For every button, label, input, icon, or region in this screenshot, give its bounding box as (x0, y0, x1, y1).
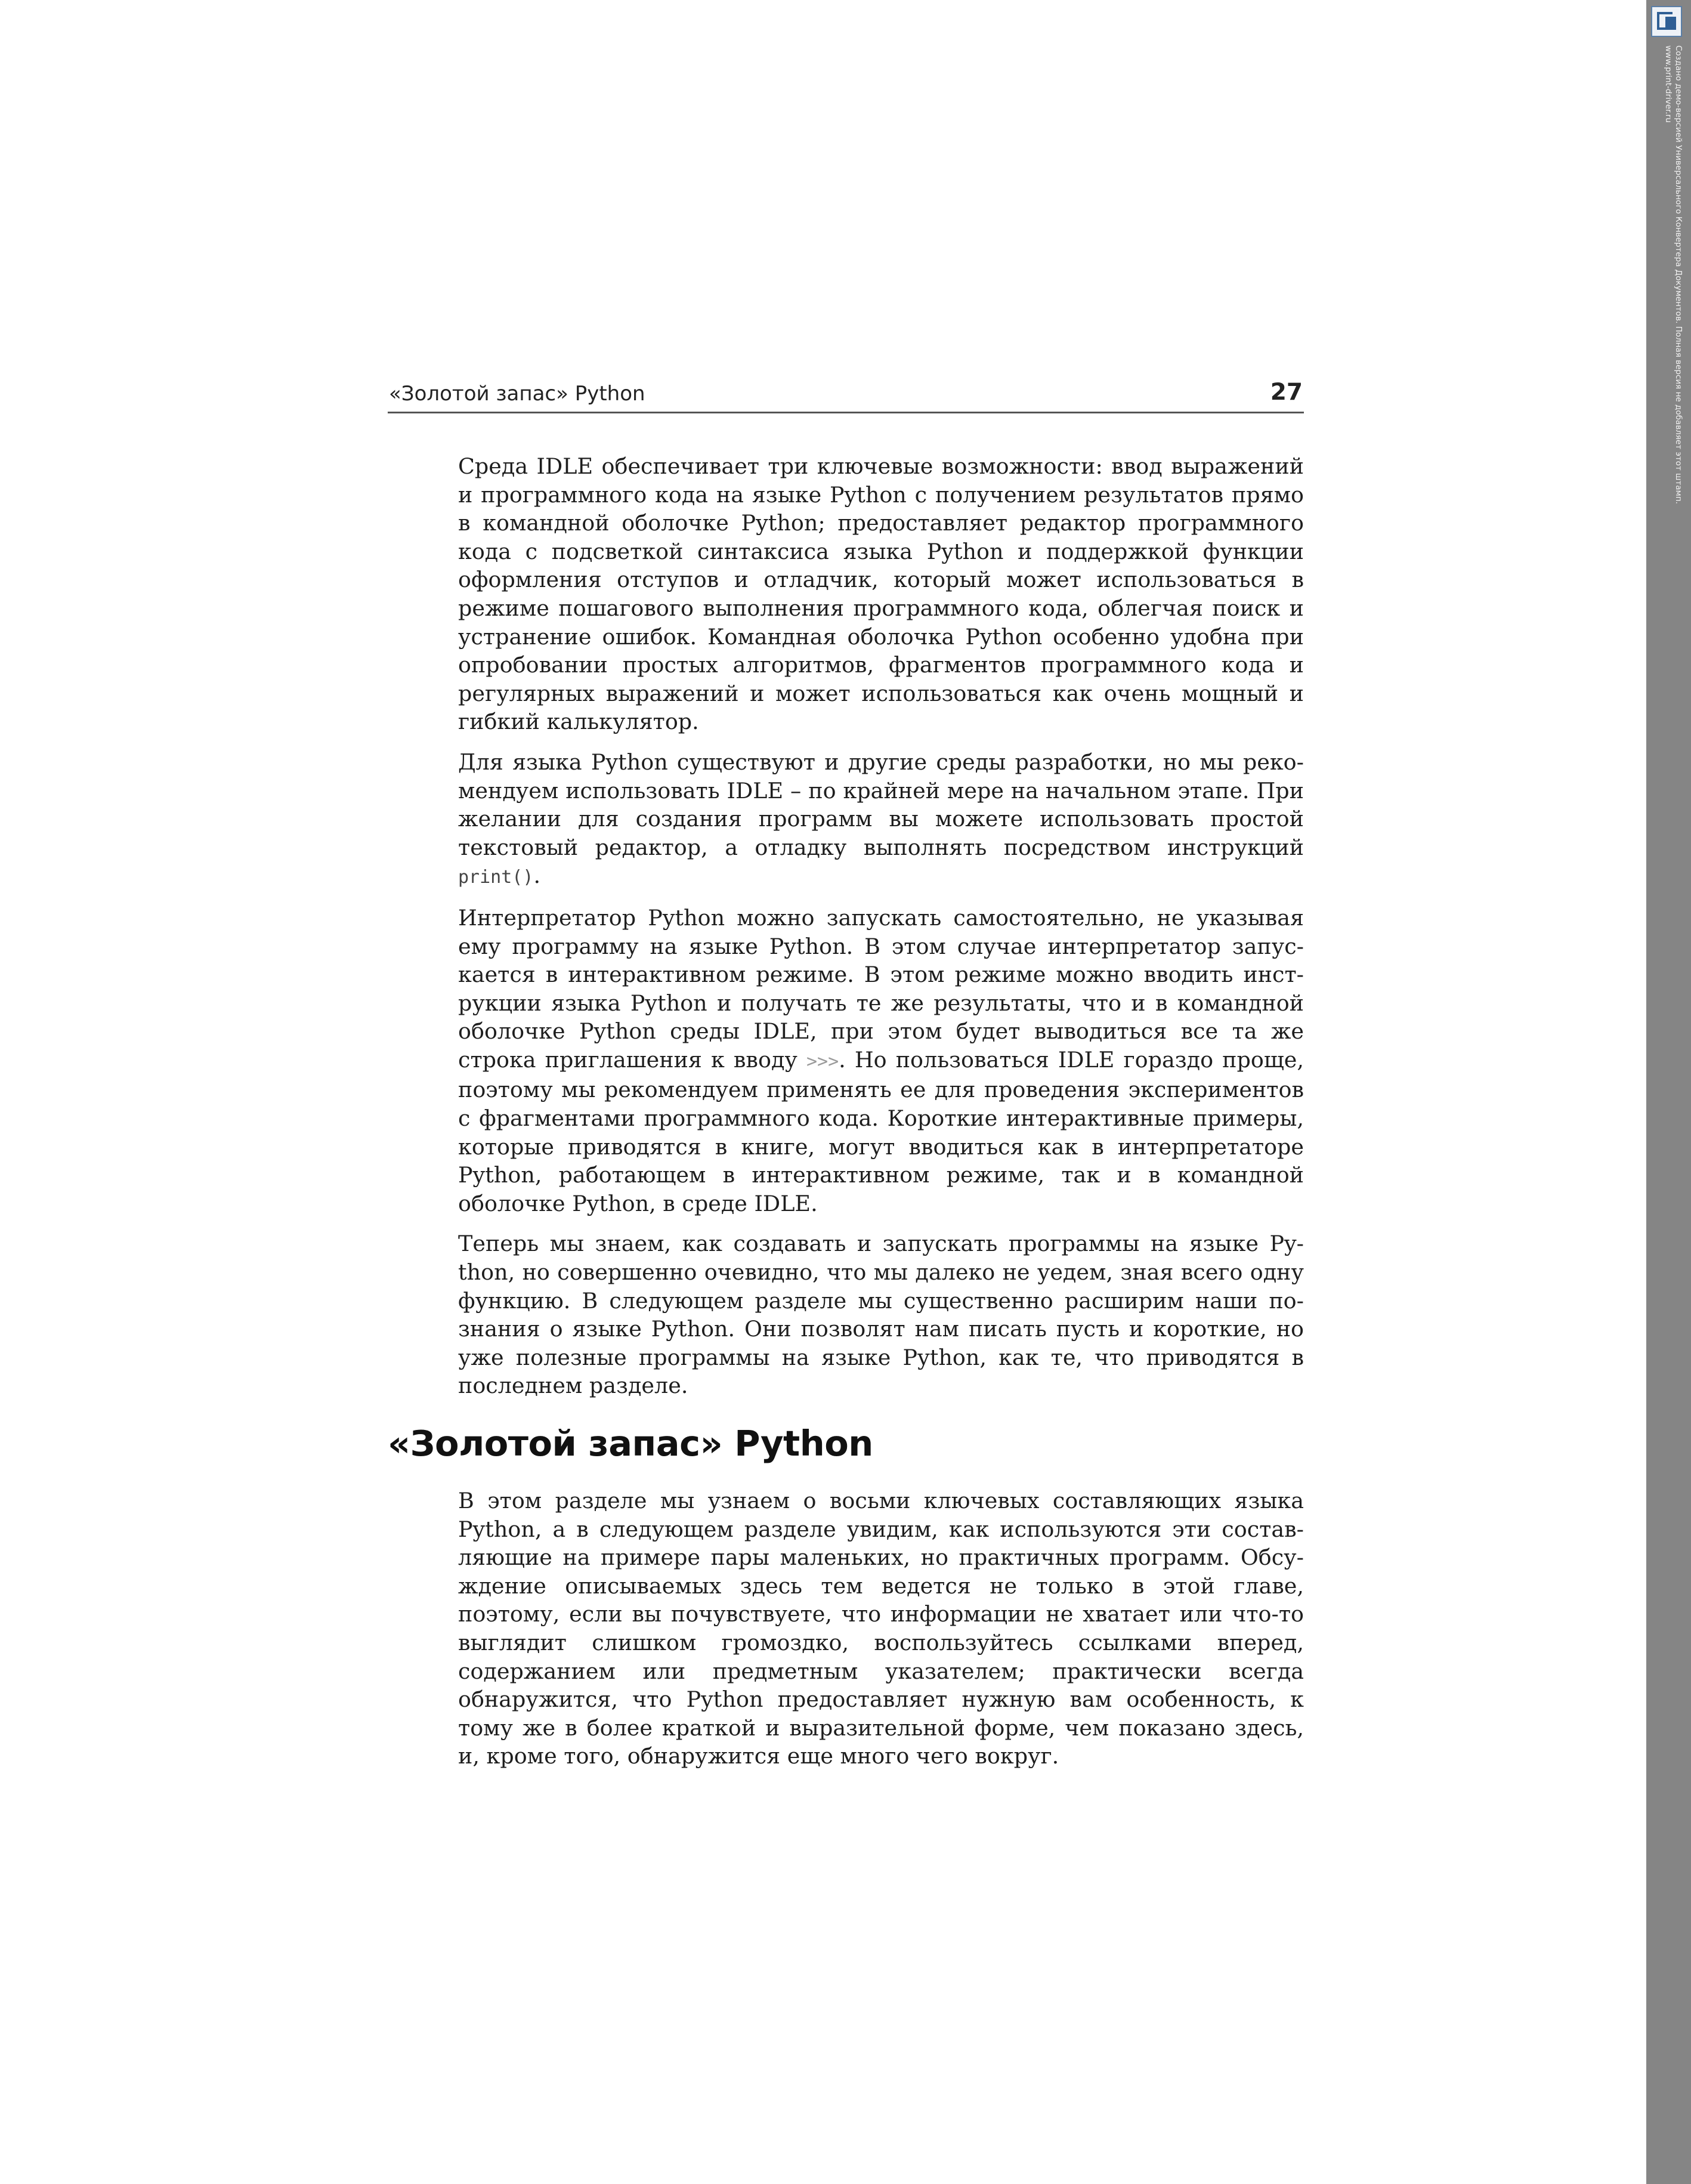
paragraph-text: . (533, 863, 541, 889)
intro-text-block (458, 452, 1304, 1412)
paragraph-section-intro: В этом разделе мы узнаем о восьми ключевых составляющих языка Python, а в следующем разделе увидим, как используются эти составляющие на примере пары маленьких, но практичных программ. Обсуждение описываемых здесь тем ведется не только в этой главе, поэтому, если вы почувствуете, что информации не хватает или что-то выглядит слишком громоздко, воспользуйтесь ссылками вперед, содержанием или предметным указателем; практически всегда обнаружится, что Python предоставляет нужную вам особенность, к тому же в более краткой и выразительной форме, чем показано здесь, и, кроме того, обнаружится еще много чего вокруг. (458, 1488, 1304, 1769)
page-number: 27 (1270, 379, 1303, 406)
paragraph-idle-features: Среда IDLE обеспечивает три ключевые возможности: ввод выражений и программного кода на языке Python с получением результатов прямо в командной оболочке Python; предоставляет редактор программного кода с подсветкой синтаксиса языка Python и поддержкой функции оформления отступов и отладчик, который может использоваться в режиме пошагового выполнения программного кода, облегчая поиск и устранение ошибок. Командная оболочка Python особенно удобна при опробовании простых алгоритмов, фрагментов программного кода и регулярных выражений и может использоваться как очень мощный и гибкий калькулятор. (458, 453, 1304, 735)
section-text-block (458, 1487, 1304, 1783)
paragraph-text: Для языка Python существуют и другие среды разработки, но мы рекомендуем использовать IDLE – по крайней мере на начальном этапе. При желании для создания программ вы можете использовать простой текстовый редактор, а отладку выполнять посредством инструкций (458, 749, 1304, 860)
prompt-symbol: >>> (806, 1051, 839, 1072)
running-header (388, 375, 1304, 413)
watermark-line: Создано демо-версией Универсального Конвертера Документов. Полная версия не добавляет этот штамп. (1674, 45, 1683, 504)
paragraph-text: Интерпретатор Python можно запускать самостоятельно, не указывая ему программу на языке Python. В этом случае интерпретатор запускается в интерактивном режиме. В этом режиме можно вводить инструкции языка Python и получать те же результаты, что и в командной оболочке Python среды IDLE, при этом будет выводиться все та же строка приглашения к вводу (458, 904, 1304, 1073)
running-title: «Золотой запас» Python (389, 382, 645, 406)
inline-code: print() (458, 867, 534, 888)
paragraph-other-environments (458, 748, 1304, 892)
paragraph-text: . Но пользоваться IDLE гораздо проще, поэтому мы рекомендуем применять ее для проведения экспериментов с фрагментами программного кода. Короткие интерактивные примеры, которые приводятся в книге, могут вводиться как в интерпретаторе Python, работающем в интерактивном режиме, так и в командной оболочке Python, в среде IDLE. (458, 1046, 1304, 1216)
converter-logo-icon (1651, 6, 1682, 37)
paragraph-interpreter (458, 904, 1304, 1218)
paragraph-next-section: Теперь мы знаем, как создавать и запускать программы на языке Python, но совершенно очевидно, что мы далеко не уедем, зная всего одну функцию. В следующем разделе мы существенно расширим наши познания о языке Python. Они позволят нам писать пусть и короткие, но уже полезные программы на языке Python, как те, что приводятся в последнем разделе. (458, 1231, 1304, 1399)
watermark-text (1663, 45, 1683, 504)
watermark-strip (1646, 0, 1691, 2184)
watermark-url: www.print-driver.ru (1664, 45, 1673, 123)
section-heading: «Золотой запас» Python (388, 1423, 873, 1464)
